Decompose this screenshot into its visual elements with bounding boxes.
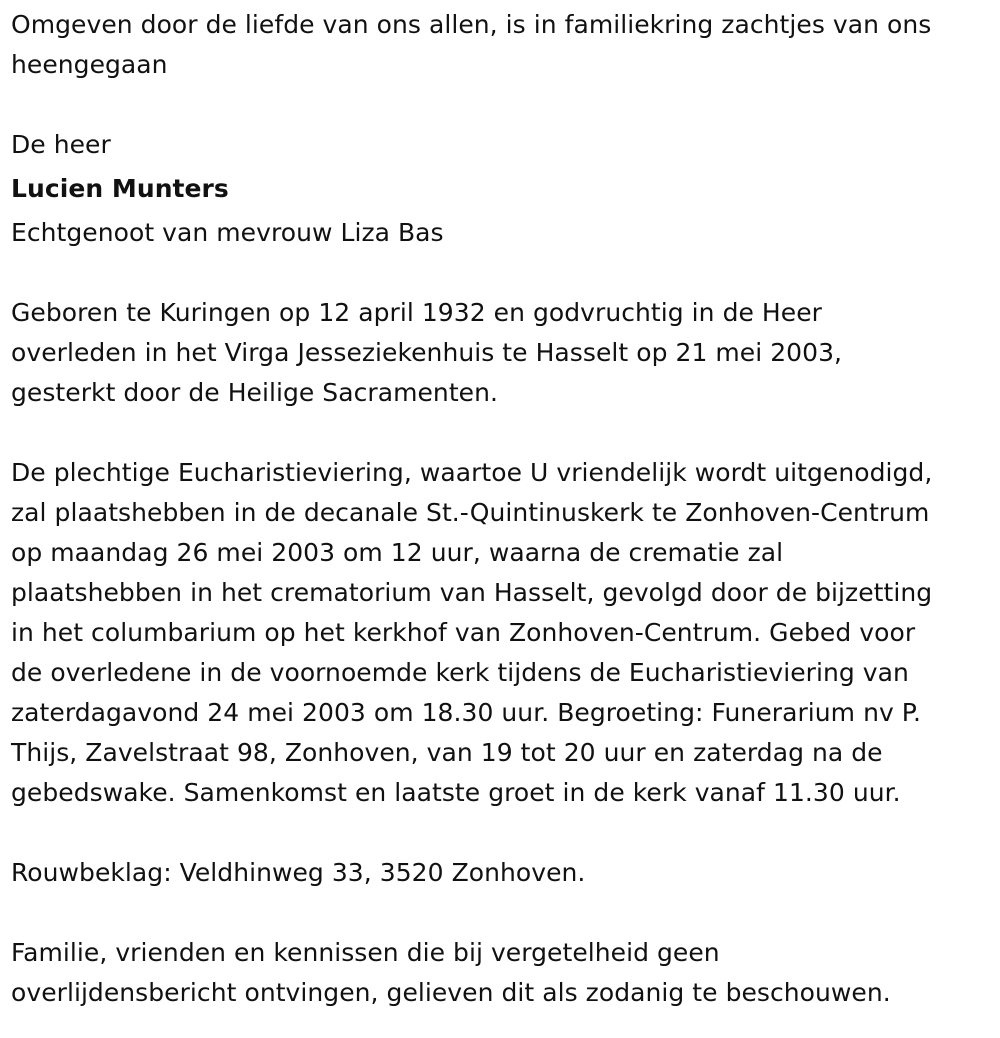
ceremony-line: zaterdagavond 24 mei 2003 om 18.30 uur. Begroeting: Funerarium nv P.: [11, 698, 922, 727]
birth-death-line: Geboren te Kuringen op 12 april 1932 en godvruchtig in de Heer: [11, 298, 822, 327]
ceremony-line: gebedswake. Samenkomst en laatste groet in de kerk vanaf 11.30 uur.: [11, 778, 901, 807]
intro-line: Omgeven door de liefde van ons allen, is in familiekring zachtjes van ons: [11, 10, 932, 39]
closing-line: Familie, vrienden en kennissen die bij vergetelheid geen: [11, 938, 720, 967]
birth-death-line: overleden in het Virga Jesseziekenhuis te Hasselt op 21 mei 2003,: [11, 338, 843, 367]
paragraph-spacer: [11, 253, 996, 293]
paragraph-spacer: [11, 85, 996, 125]
obituary-notice: [11, 5, 996, 1013]
ceremony-paragraph: [11, 453, 996, 813]
deceased-title: De heer: [11, 130, 111, 159]
deceased-name: Lucien Munters: [11, 174, 229, 203]
intro-paragraph: [11, 5, 996, 85]
ceremony-line: plaatshebben in het crematorium van Hasselt, gevolgd door de bijzetting: [11, 578, 933, 607]
birth-death-line: gesterkt door de Heilige Sacramenten.: [11, 378, 498, 407]
ceremony-line: de overledene in de voornoemde kerk tijdens de Eucharistieviering van: [11, 658, 909, 687]
ceremony-line: Thijs, Zavelstraat 98, Zonhoven, van 19 tot 20 uur en zaterdag na de: [11, 738, 883, 767]
intro-line: heengegaan: [11, 50, 168, 79]
paragraph-spacer: [11, 813, 996, 853]
deceased-block: [11, 125, 996, 253]
ceremony-line: De plechtige Eucharistieviering, waartoe U vriendelijk wordt uitgenodigd,: [11, 458, 933, 487]
birth-death-paragraph: [11, 293, 996, 413]
condolences-paragraph: [11, 853, 996, 893]
closing-paragraph: [11, 933, 996, 1013]
ceremony-line: op maandag 26 mei 2003 om 12 uur, waarna de crematie zal: [11, 538, 784, 567]
ceremony-line: zal plaatshebben in de decanale St.-Quintinuskerk te Zonhoven-Centrum: [11, 498, 930, 527]
spouse-line: Echtgenoot van mevrouw Liza Bas: [11, 218, 444, 247]
condolences-address: Rouwbeklag: Veldhinweg 33, 3520 Zonhoven.: [11, 858, 586, 887]
paragraph-spacer: [11, 413, 996, 453]
closing-line: overlijdensbericht ontvingen, gelieven dit als zodanig te beschouwen.: [11, 978, 891, 1007]
paragraph-spacer: [11, 893, 996, 933]
ceremony-line: in het columbarium op het kerkhof van Zonhoven-Centrum. Gebed voor: [11, 618, 916, 647]
